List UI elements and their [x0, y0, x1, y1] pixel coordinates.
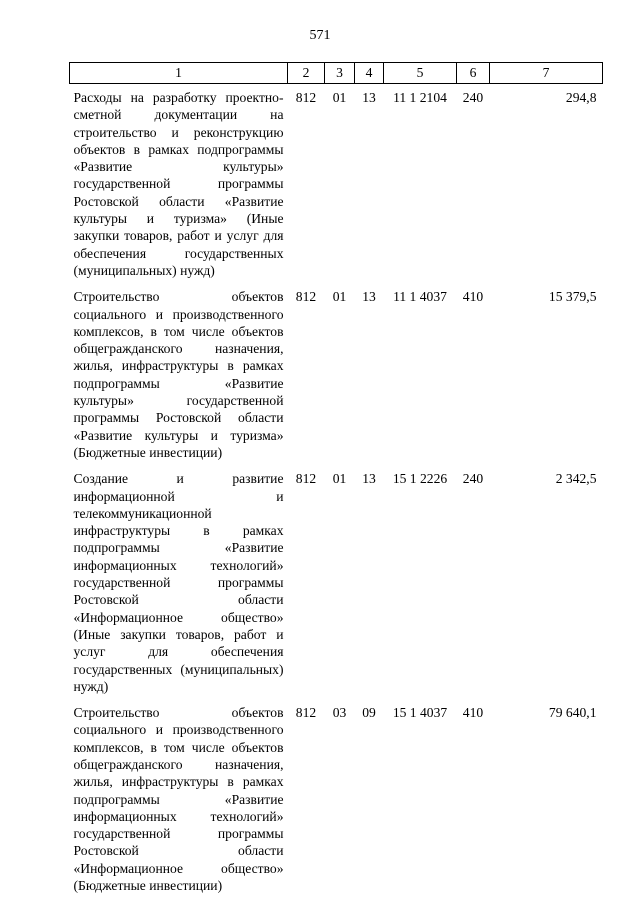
table-row: [70, 465, 603, 699]
table-row: [70, 84, 603, 284]
header-col-7: 7: [490, 63, 603, 84]
row-subsection: 13: [362, 90, 376, 105]
row-ministry: 812: [295, 705, 317, 721]
row-section: 01: [332, 90, 347, 105]
row-amount: 79 640,1: [548, 705, 597, 721]
row-description: Строительство объектов социального и производственного комплексов, в том числе объектов общегражданского назначения, жилья, инфраструктуры в рамках подпрограммы «Развитие культуры» государственной программы Ростовской области «Развитие культуры и туризма» (Бюджетные инвестиции): [73, 289, 284, 460]
row-target-article: 11 1 2104: [393, 90, 447, 105]
row-subsection: 09: [362, 705, 376, 721]
header-col-6: 6: [457, 63, 490, 84]
header-col-1: 1: [70, 63, 288, 84]
row-expense-type: 410: [462, 705, 484, 721]
row-expense-type: 410: [462, 289, 484, 305]
row-amount: 2 342,5: [555, 471, 597, 487]
row-section: 01: [332, 289, 347, 305]
budget-table: [69, 62, 603, 898]
page-number: 571: [309, 28, 331, 43]
row-amount: 294,8: [565, 90, 597, 105]
table-row: [70, 283, 603, 465]
row-ministry: 812: [295, 289, 317, 305]
header-row: [70, 63, 603, 84]
row-expense-type: 240: [462, 471, 484, 487]
row-subsection: 13: [362, 471, 376, 487]
table-row: [70, 699, 603, 898]
row-description: Создание и развитие информационной и телекоммуникационной инфраструктуры в рамках подпрограммы «Развитие информационных технологий» государственной программы Ростовской области «Информационное общество» (Иные закупки товаров, работ и услуг для обеспечения государственных (муниципальных) нужд): [73, 471, 284, 694]
row-target-article: 15 1 4037: [392, 705, 448, 721]
row-expense-type: 240: [462, 90, 484, 105]
row-section: 01: [332, 471, 347, 487]
row-description: Строительство объектов социального и производственного комплексов, в том числе объектов общегражданского назначения, жилья, инфраструктуры в рамках подпрограммы «Развитие информационных технологий» государственной программы Ростовской области «Информационное общество» (Бюджетные инвестиции): [73, 705, 284, 894]
header-col-4: 4: [355, 63, 384, 84]
header-col-2: 2: [288, 63, 325, 84]
row-target-article: 15 1 2226: [392, 471, 448, 487]
header-col-5: 5: [384, 63, 457, 84]
row-ministry: 812: [295, 471, 317, 487]
row-section: 03: [332, 705, 347, 721]
row-ministry: 812: [295, 90, 317, 105]
row-target-article: 11 1 4037: [393, 289, 447, 305]
row-description: Расходы на разработку проектно-сметной документации на строительство и реконструкцию объектов в рамках подпрограммы «Развитие культуры» государственной программы Ростовской области «Развитие культуры и туризма» (Иные закупки товаров, работ и услуг для обеспечения государственных (муниципальных) нужд): [73, 90, 284, 278]
row-amount: 15 379,5: [548, 289, 597, 305]
row-subsection: 13: [362, 289, 376, 305]
header-col-3: 3: [325, 63, 355, 84]
